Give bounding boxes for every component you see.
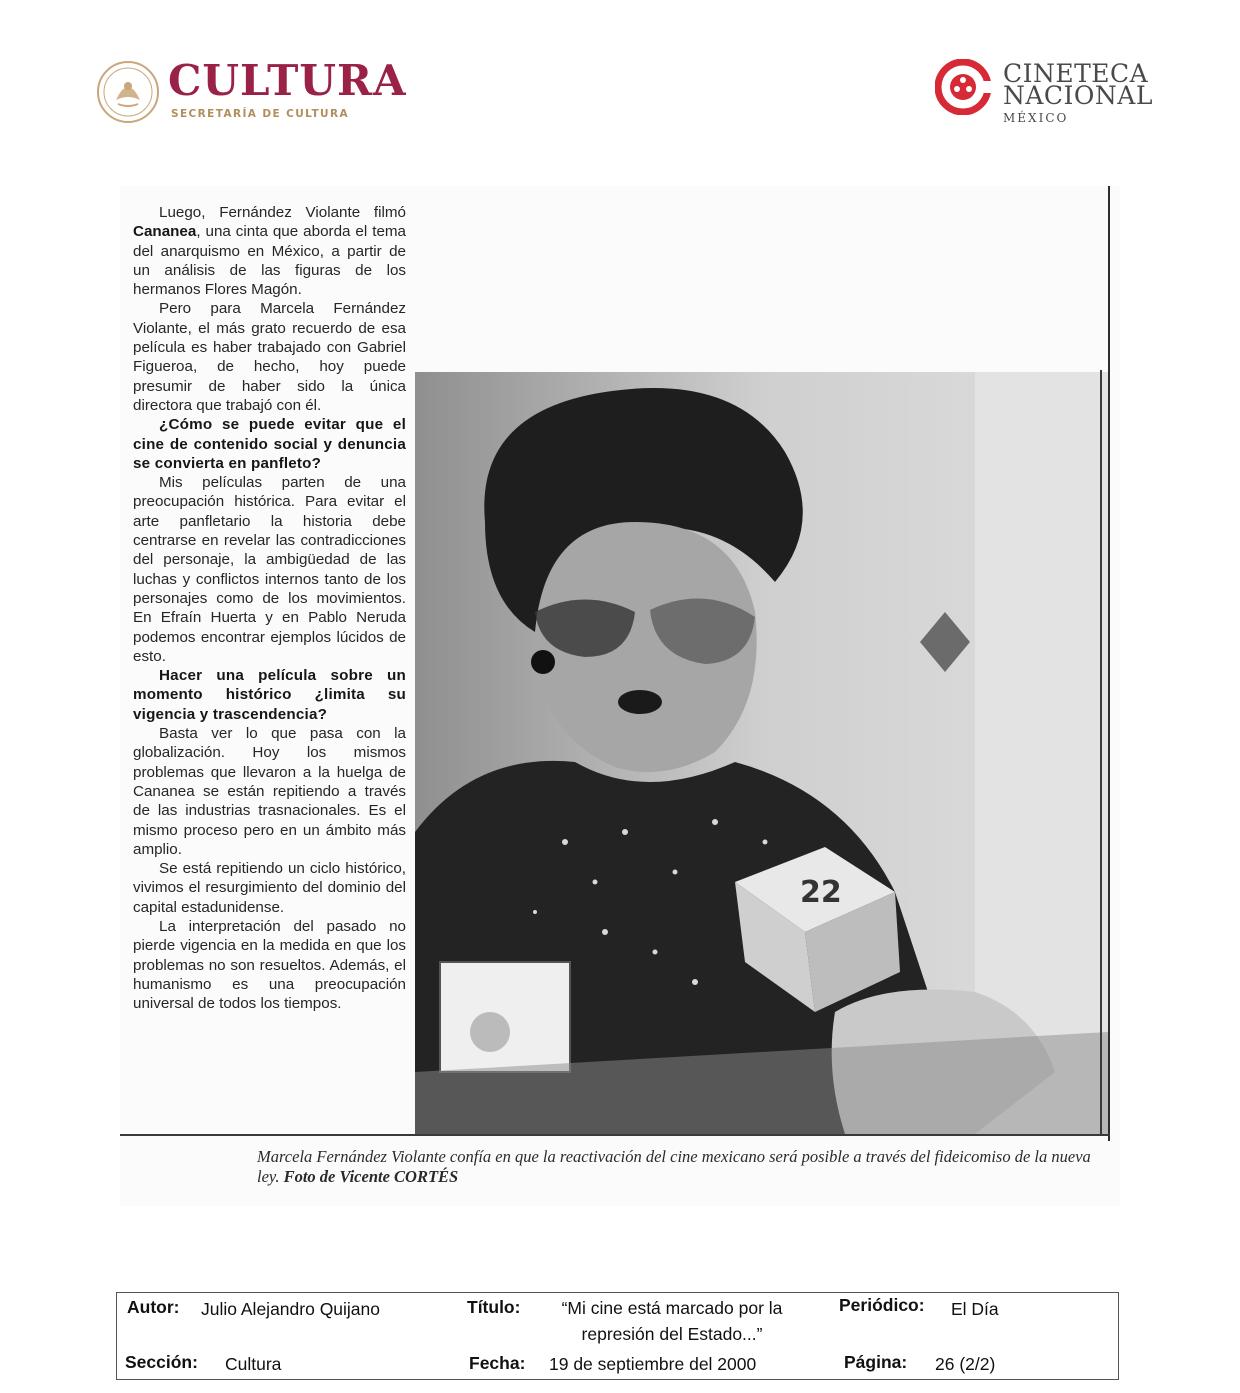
photo-border bbox=[1100, 370, 1102, 1136]
clipping-metadata-table bbox=[116, 1292, 1119, 1380]
cineteca-word-2: NACIONAL bbox=[1003, 81, 1153, 110]
interview-question: Hacer una película sobre un momento histórico ¿limita su vigencia y trascendencia? bbox=[133, 667, 406, 723]
cineteca-word-3: MÉXICO bbox=[1003, 111, 1069, 122]
pagina-value: 26 (2/2) bbox=[935, 1354, 996, 1374]
fecha-label: Fecha: bbox=[469, 1353, 526, 1373]
article-text-column bbox=[133, 203, 406, 1013]
photo-caption: Marcela Fernández Violante confía en que la reactivación del cine mexicano será posible a través del fideicomiso de la nueva ley. Foto de Vicente CORTÉS bbox=[257, 1147, 1091, 1186]
paragraph: Se está repitiendo un ciclo histórico, vivimos el resurgimiento del dominio del capital estadunidense. bbox=[133, 860, 406, 916]
film-title: Cananea bbox=[133, 223, 197, 241]
pagina-label: Página: bbox=[844, 1352, 908, 1372]
periodico-label: Periódico: bbox=[839, 1295, 925, 1315]
interview-question: ¿Cómo se puede evitar que el cine de contenido social y denuncia se convierta en panfleto? bbox=[133, 416, 406, 472]
seccion-label: Sección: bbox=[125, 1352, 198, 1372]
paragraph: Pero para Marcela Fernández Violante, el más grato recuerdo de esa película es haber trabajado con Gabriel Figueroa, de hecho, hoy puede presumir de haber sido la única directora que trabajó con él. bbox=[133, 300, 406, 414]
fecha-value: 19 de septiembre del 2000 bbox=[549, 1354, 757, 1374]
paragraph: Mis películas parten de una preocupación histórica. Para evitar el arte panfletario la historia debe centrarse en revelar las contradicciones del personaje, la ambigüedad de las luchas y conflictos internos tanto de los personajes como de los movimientos. En Efraín Huerta y en Pablo Neruda podemos encontrar ejemplos lúcidos de esto. bbox=[133, 474, 406, 665]
cultura-subtitle: SECRETARÍA DE CULTURA bbox=[171, 108, 349, 120]
cultura-logo bbox=[96, 56, 416, 132]
periodico-value: El Día bbox=[951, 1299, 999, 1319]
mic-label: 22 bbox=[800, 875, 842, 910]
mexican-coat-of-arms-seal-icon bbox=[96, 60, 160, 124]
cultura-wordmark: CULTURA bbox=[168, 56, 407, 105]
titulo-value: “Mi cine está marcado por la represión del Estado...” bbox=[561, 1298, 783, 1344]
paragraph: La interpretación del pasado no pierde vigencia en la medida en que los problemas no son resueltos. Además, el humanismo es una preocupación universal de todos los tiempos. bbox=[133, 917, 406, 1013]
seccion-value: Cultura bbox=[225, 1354, 282, 1374]
cineteca-word-1: CINETECA bbox=[1003, 59, 1149, 88]
autor-label: Autor: bbox=[127, 1297, 180, 1317]
news-photo bbox=[415, 372, 1108, 1134]
photo-credit: Foto de Vicente CORTÉS bbox=[283, 1167, 459, 1186]
titulo-label: Título: bbox=[467, 1297, 521, 1317]
photo-bottom-rule bbox=[120, 1134, 1110, 1136]
film-reel-icon bbox=[935, 59, 991, 115]
autor-value: Julio Alejandro Quijano bbox=[201, 1299, 381, 1319]
paragraph: Basta ver lo que pasa con la globalización. Hoy los mismos problemas que llevaron a la huelga de Cananea se están repitiendo a través de las industrias trasnacionales. Es el mismo proceso pero en un ámbito más amplio. bbox=[133, 725, 406, 858]
paragraph: Luego, Fernández Violante filmó Cananea, una cinta que aborda el tema del anarquismo en México, a partir de un análisis de las figuras de los hermanos Flores Magón. bbox=[133, 204, 406, 299]
cineteca-logo bbox=[935, 56, 1165, 122]
column-rule bbox=[1108, 186, 1110, 1141]
